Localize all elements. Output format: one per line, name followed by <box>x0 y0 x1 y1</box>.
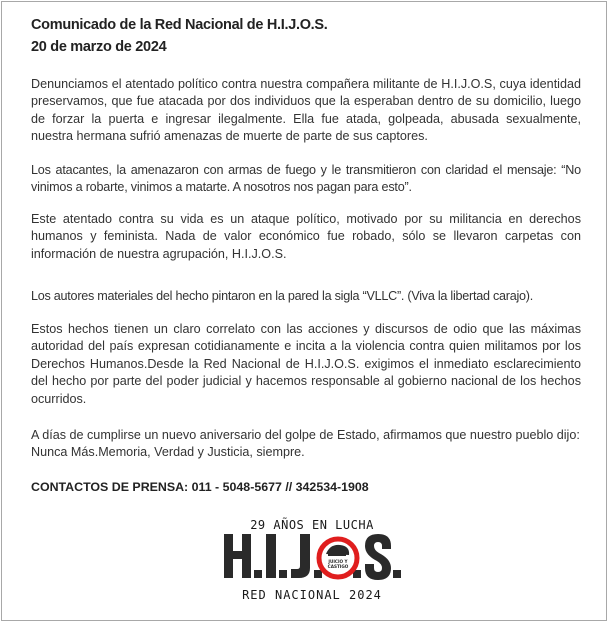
logo-wordmark <box>222 532 402 582</box>
paragraph-sigla: Los autores materiales del hecho pintaron en la pared la sigla “VLLC”. (Viva la libertad carajo). <box>31 289 533 303</box>
logo-letters <box>224 534 401 580</box>
paragraph-aniversario: A días de cumplirse un nuevo aniversario del golpe de Estado, afirmamos que nuestro pueblo dijo: Nunca Más.Memoria, Verdad y Justicia, siempre. <box>31 428 580 460</box>
press-contacts: CONTACTOS DE PRENSA: 011 - 5048-5677 // 342534-1908 <box>31 480 369 494</box>
document-date: 20 de marzo de 2024 <box>31 39 167 55</box>
document-title: Comunicado de la Red Nacional de H.I.J.O.S. <box>31 17 328 33</box>
paragraph-correlato: Estos hechos tienen un claro correlato con las acciones y discursos de odio que las máximas autoridad del país expresan cotidianamente e incita a la violencia contra quien militamos por los Derechos Humanos.Desde la Red Nacional de H.I.J.O.S. exigimos el inmediato esclarecimiento del hecho por parte del poder judicial y hacemos responsable al gobierno nacional de los hechos ocurridos. <box>31 322 581 406</box>
hijos-logo <box>222 518 402 605</box>
document-header <box>31 14 328 58</box>
paragraph-denuncia: Denunciamos el atentado político contra nuestra compañera militante de H.I.J.O.S, cuya identidad preservamos, que fue atacada por dos individuos que la esperaban dentro de su domicilio, luego de forzar la puerta e ingresar ilegalmente. Ella fue atada, golpeada, abusada sexualmente, nuestra hermana sufrió amenazas de muerte de parte de sus captores. <box>31 77 581 144</box>
juicio-y-castigo-icon <box>319 539 357 577</box>
paragraph-ataque-politico: Este atentado contra su vida es un ataque político, motivado por su militancia en derechos humanos y feminista. Nada de valor económico fue robado, sólo se llevaron carpetas con información de nuestra agrupación, H.I.J.O.S. <box>31 212 581 261</box>
svg-text:CASTIGO: CASTIGO <box>327 564 349 569</box>
logo-top-text: 29 AÑOS EN LUCHA <box>250 518 374 532</box>
logo-bottom-text: RED NACIONAL 2024 <box>242 588 382 602</box>
svg-text:JUICIO Y: JUICIO Y <box>328 559 348 564</box>
paragraph-atacantes: Los atacantes, la amenazaron con armas de fuego y le transmitieron con claridad el mensaje: “No vinimos a robarte, vinimos a matarte. A nosotros nos pagan para esto”. <box>31 163 581 195</box>
